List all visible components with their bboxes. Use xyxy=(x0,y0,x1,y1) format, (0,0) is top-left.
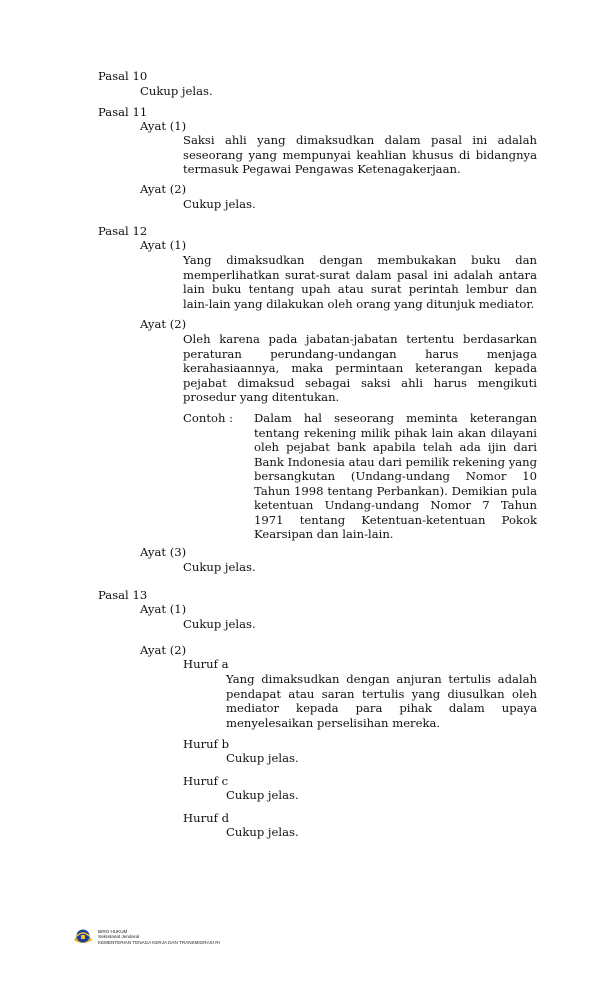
text-line: oleh pejabat bank apabila telah ada ijin dari xyxy=(254,440,537,454)
huruf-a-label: Huruf a xyxy=(183,657,229,671)
text-line: peraturan perundang-undangan harus menjaga xyxy=(183,346,537,361)
footer-line-3: KEMENTERIAN TENAGA KERJA DAN TRANSMIGRASI RI xyxy=(98,939,220,945)
text-line: Tahun 1998 tentang Perbankan). Demikian pula xyxy=(254,483,537,498)
huruf-d-body: Cukup jelas. xyxy=(226,825,299,839)
pasal-11-ayat-1-text xyxy=(183,133,537,177)
pasal-12-ayat-3-body: Cukup jelas. xyxy=(183,560,256,574)
footer-line-2: Sekretariat Jenderal xyxy=(98,934,140,940)
pasal-12-ayat-3-label: Ayat (3) xyxy=(140,545,187,559)
pasal-12-ayat-2-text xyxy=(183,332,537,405)
huruf-b-label: Huruf b xyxy=(183,737,229,751)
huruf-c-body: Cukup jelas. xyxy=(226,788,299,802)
text-line: pendapat atau saran tertulis yang diusulkan oleh xyxy=(226,686,537,701)
pasal-12-ayat-1-label: Ayat (1) xyxy=(140,238,187,252)
text-line: tentang rekening milik pihak lain akan dilayani xyxy=(254,425,537,440)
text-line: Oleh karena pada jabatan-jabatan tertentu berdasarkan xyxy=(183,332,537,346)
text-line: Saksi ahli yang dimaksudkan dalam pasal ini adalah xyxy=(183,133,537,147)
text-line: lain buku tentang upah atau surat perintah lembur dan xyxy=(183,282,537,296)
text-line: Dalam hal seseorang meminta keterangan xyxy=(254,411,537,425)
pasal-11-heading: Pasal 11 xyxy=(98,105,148,119)
pasal-11-ayat-2-label: Ayat (2) xyxy=(140,182,187,196)
pasal-13-ayat-1-label: Ayat (1) xyxy=(140,602,187,616)
footer-line-1: BIRO HUKUM xyxy=(98,928,128,934)
pasal-12-ayat-2-label: Ayat (2) xyxy=(140,317,187,331)
text-line: seseorang yang mempunyai keahlian khusus di bidangnya xyxy=(183,147,537,162)
footer xyxy=(72,928,220,946)
pasal-10-body: Cukup jelas. xyxy=(140,84,213,98)
contoh-label: Contoh : xyxy=(183,411,234,425)
text-line: ketentuan Undang-undang Nomor 7 Tahun xyxy=(254,498,537,512)
huruf-a-text xyxy=(226,672,537,730)
text-line: Yang dimaksudkan dengan anjuran tertulis adalah xyxy=(226,672,537,686)
huruf-d-label: Huruf d xyxy=(183,811,229,825)
pasal-11-ayat-2-body: Cukup jelas. xyxy=(183,197,256,211)
text-line: mediator kepada para pihak dalam upaya xyxy=(226,701,537,715)
text-line: memperlihatkan surat-surat dalam pasal ini adalah antara xyxy=(183,267,537,282)
ministry-emblem-icon xyxy=(72,928,94,946)
pasal-13-ayat-2-label: Ayat (2) xyxy=(140,643,187,657)
pasal-12-ayat-1-text xyxy=(183,253,537,311)
huruf-b-body: Cukup jelas. xyxy=(226,751,299,765)
text-line: bersangkutan (Undang-undang Nomor 10 xyxy=(254,469,537,483)
text-line: Bank Indonesia atau dari pemilik rekening yang xyxy=(254,454,538,469)
pasal-10-heading: Pasal 10 xyxy=(98,69,148,83)
pasal-12-heading: Pasal 12 xyxy=(98,224,148,238)
pasal-13-ayat-1-body: Cukup jelas. xyxy=(183,617,256,631)
text-line: Kearsipan dan lain-lain. xyxy=(254,527,394,541)
text-line: Yang dimaksudkan dengan membukakan buku dan xyxy=(183,253,537,267)
contoh-text xyxy=(254,411,537,542)
text-line: menyelesaikan perselisihan mereka. xyxy=(226,715,441,730)
text-line: termasuk Pegawai Pengawas Ketenagakerjaan. xyxy=(183,162,461,176)
pasal-13-heading: Pasal 13 xyxy=(98,588,148,602)
text-line: prosedur yang ditentukan. xyxy=(183,390,340,404)
huruf-c-label: Huruf c xyxy=(183,774,229,788)
text-line: pejabat dimaksud sebagai saksi ahli harus mengikuti xyxy=(183,375,537,390)
text-line: lain-lain yang dilakukan oleh orang yang ditunjuk mediator. xyxy=(183,296,535,311)
text-line: 1971 tentang Ketentuan-ketentuan Pokok xyxy=(254,512,537,527)
text-line: kerahasiaannya, maka permintaan keterangan kepada xyxy=(183,361,537,375)
pasal-11-ayat-1-label: Ayat (1) xyxy=(140,119,187,133)
